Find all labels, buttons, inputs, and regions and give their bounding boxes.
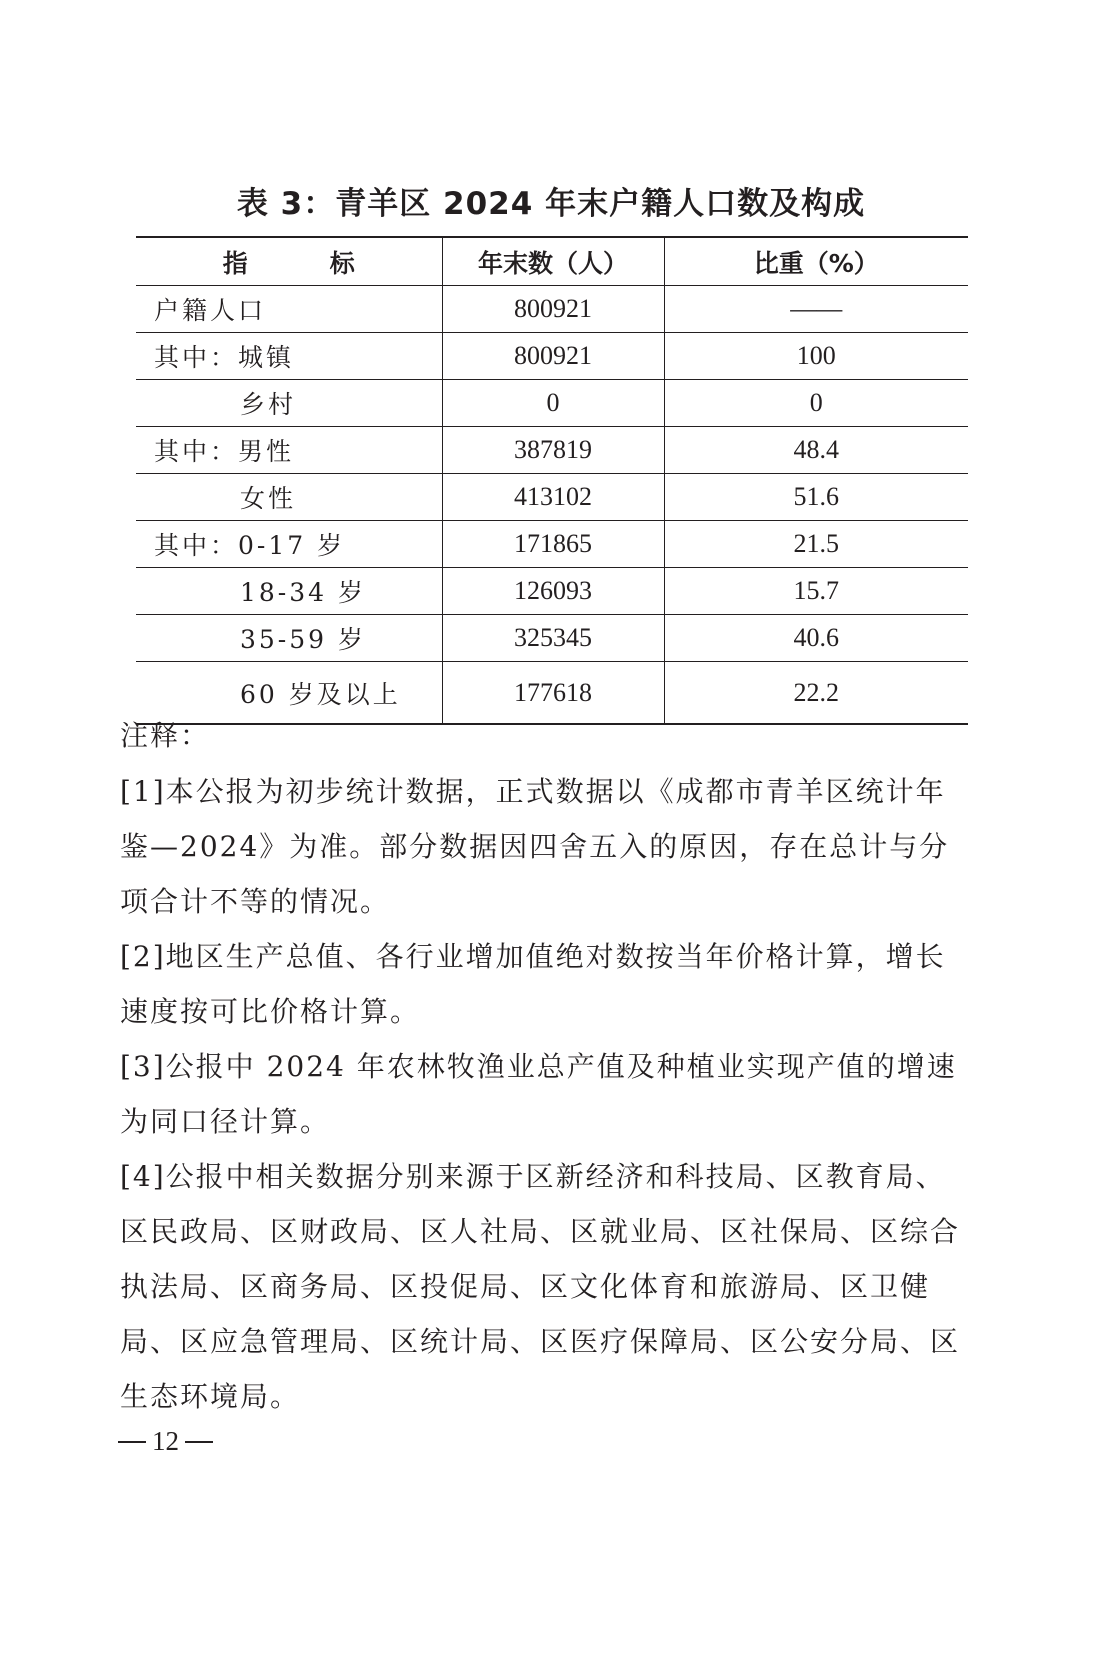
row-label: 户籍人口 bbox=[136, 286, 442, 333]
header-indicator: 指 标 bbox=[136, 237, 442, 286]
row-label: 其中：城镇 bbox=[136, 333, 442, 380]
row-label: 女性 bbox=[136, 474, 442, 521]
row-share: 48.4 bbox=[664, 427, 968, 474]
table-row bbox=[136, 286, 968, 333]
note-item: [4]公报中相关数据分别来源于区新经济和科技局、区教育局、区民政局、区财政局、区人社局、区就业局、区社保局、区综合执法局、区商务局、区投促局、区文化体育和旅游局、区卫健局、区应急管理局、区统计局、区医疗保障局、区公安分局、区生态环境局。 bbox=[120, 1160, 961, 1413]
page-number bbox=[118, 1426, 213, 1457]
row-share: 15.7 bbox=[664, 568, 968, 615]
note-item: [3]公报中 2024 年农林牧渔业总产值及种植业实现产值的增速为同口径计算。 bbox=[120, 1050, 957, 1138]
table-row bbox=[136, 474, 968, 521]
table-row bbox=[136, 568, 968, 615]
population-table bbox=[136, 236, 968, 725]
table-row bbox=[136, 380, 968, 427]
row-count: 0 bbox=[442, 380, 664, 427]
table-title: 表 3：青羊区 2024 年末户籍人口数及构成 bbox=[236, 186, 866, 222]
page-number-value: 12 bbox=[152, 1426, 179, 1456]
row-share: 0 bbox=[664, 380, 968, 427]
table-row bbox=[136, 333, 968, 380]
dash-left bbox=[118, 1441, 146, 1443]
row-count: 413102 bbox=[442, 474, 664, 521]
row-label: 其中：男性 bbox=[136, 427, 442, 474]
row-share: 100 bbox=[664, 333, 968, 380]
header-share: 比重（%） bbox=[664, 237, 968, 286]
row-share: —— bbox=[664, 286, 968, 333]
row-share: 21.5 bbox=[664, 521, 968, 568]
dash-right bbox=[185, 1441, 213, 1443]
row-count: 325345 bbox=[442, 615, 664, 662]
row-count: 171865 bbox=[442, 521, 664, 568]
notes-section bbox=[120, 708, 960, 1424]
row-label: 60 岁及以上 bbox=[136, 662, 442, 725]
table-row bbox=[136, 615, 968, 662]
table-row bbox=[136, 427, 968, 474]
row-share: 40.6 bbox=[664, 615, 968, 662]
row-label: 35-59 岁 bbox=[136, 615, 442, 662]
table-row bbox=[136, 521, 968, 568]
row-count: 126093 bbox=[442, 568, 664, 615]
table-header-row bbox=[136, 237, 968, 286]
note-item: [1]本公报为初步统计数据，正式数据以《成都市青羊区统计年鉴—2024》为准。部分数据因四舍五入的原因，存在总计与分项合计不等的情况。 bbox=[120, 775, 950, 918]
row-label: 乡村 bbox=[136, 380, 442, 427]
row-share: 51.6 bbox=[664, 474, 968, 521]
row-share: 22.2 bbox=[664, 662, 968, 725]
row-label: 18-34 岁 bbox=[136, 568, 442, 615]
row-count: 387819 bbox=[442, 427, 664, 474]
row-count: 800921 bbox=[442, 286, 664, 333]
header-count: 年末数（人） bbox=[442, 237, 664, 286]
row-count: 177618 bbox=[442, 662, 664, 725]
row-label: 其中：0-17 岁 bbox=[136, 521, 442, 568]
note-item: [2]地区生产总值、各行业增加值绝对数按当年价格计算，增长速度按可比价格计算。 bbox=[120, 940, 946, 1028]
notes-heading: 注释： bbox=[120, 719, 211, 752]
row-count: 800921 bbox=[442, 333, 664, 380]
